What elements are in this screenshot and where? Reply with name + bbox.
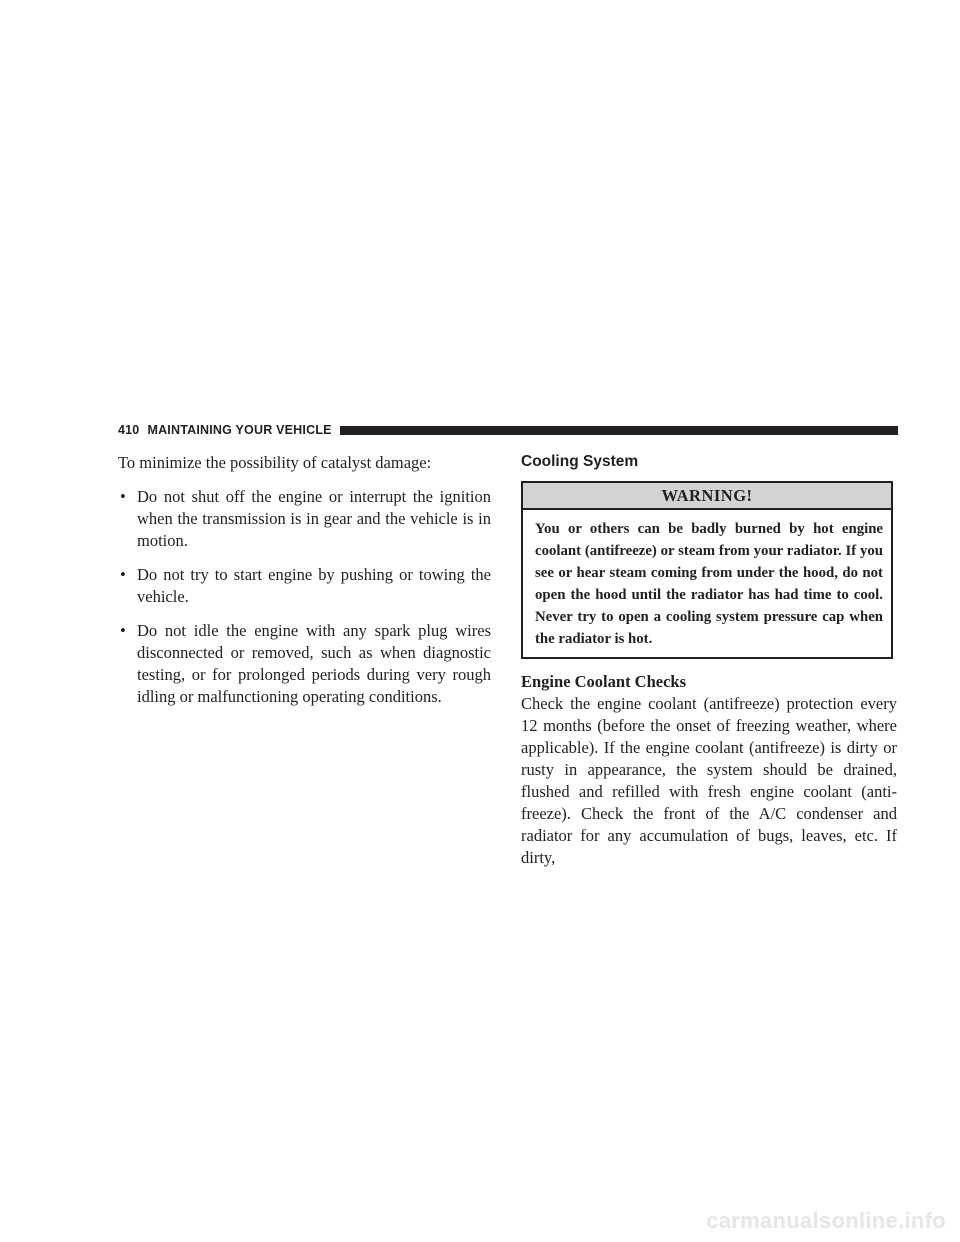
bullet-text: Do not shut off the engine or interrupt the ignition when the transmission is in gear and the vehicle is in motion. (137, 487, 491, 550)
right-column (521, 452, 897, 869)
bullet-item-2 (118, 564, 491, 608)
page-header (118, 422, 898, 438)
bullet-text: Do not try to start engine by pushing or towing the vehicle. (137, 565, 491, 606)
bullet-icon: • (120, 621, 126, 640)
engine-coolant-paragraph: Check the engine coolant (antifreeze) protection every 12 months (before the onset of freezing weather, where applicable). If the engine coolant (antifreeze) is dirty or rusty in appearance, the system should be drained, flushed and refilled with fresh engine coolant (anti-freeze). Check the front of the A/C condenser and radiator for any accumulation of bugs, leaves, etc. If dirty, (521, 694, 897, 867)
catalyst-bullet-list (118, 486, 491, 708)
warning-text: You or others can be badly burned by hot engine coolant (antifreeze) or steam from your radiator. If you see or hear steam coming from under the hood, do not open the hood until the radiator has had time to cool. Never try to open a cooling system pressure cap when the radiator is hot. (535, 521, 883, 647)
section-title: MAINTAINING YOUR VEHICLE (147, 423, 332, 437)
bullet-icon: • (120, 565, 126, 584)
bullet-item-1 (118, 486, 491, 552)
warning-box (521, 481, 893, 659)
header-rule (340, 426, 898, 435)
cooling-system-heading: Cooling System (521, 453, 639, 470)
watermark: carmanualsonline.info (706, 1208, 946, 1233)
intro-paragraph: To minimize the possibility of catalyst damage: (118, 453, 432, 472)
left-column (118, 452, 491, 720)
warning-title: WARNING! (523, 483, 891, 510)
bullet-icon: • (120, 487, 126, 506)
bullet-item-3 (118, 620, 491, 708)
engine-coolant-checks-heading: Engine Coolant Checks (521, 672, 687, 691)
bullet-text: Do not idle the engine with any spark plug wires disconnected or removed, such as when diagnostic testing, or for prolonged periods during very rough idling or malfunctioning operating conditions. (137, 621, 491, 706)
page-number: 410 (118, 423, 140, 437)
